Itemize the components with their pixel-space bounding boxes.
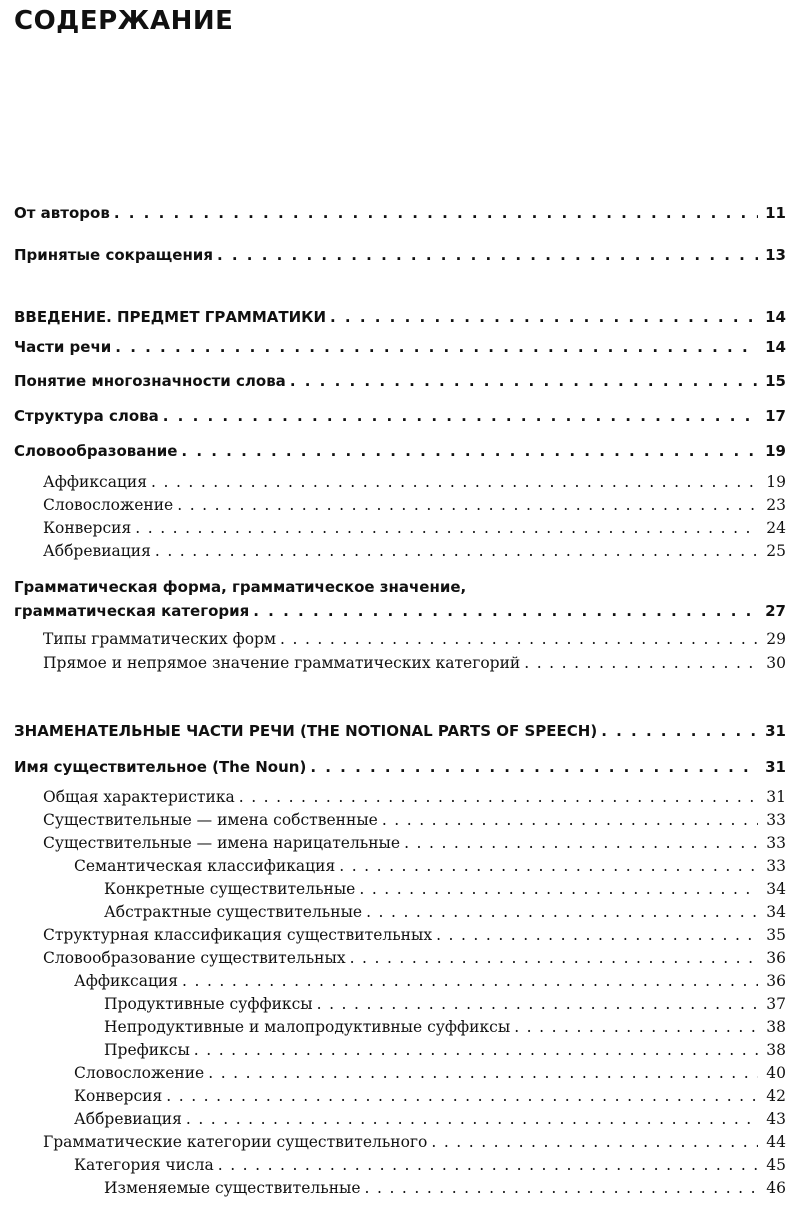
toc-entry-label: ВВЕДЕНИЕ. ПРЕДМЕТ ГРАММАТИКИ [14, 308, 326, 326]
toc-subentry[interactable] [0, 1018, 792, 1040]
toc-entry-label: Продуктивные суффиксы [104, 995, 313, 1013]
toc-entry-page: 34 [766, 880, 786, 898]
toc-entry-label: Аббревиация [43, 542, 151, 560]
toc-leader-dots [310, 758, 758, 776]
toc-entry-label: Непродуктивные и малопродуктивные суффиксы [104, 1018, 511, 1036]
toc-leader-dots [186, 1110, 758, 1128]
toc-subentry[interactable] [0, 1156, 792, 1178]
toc-subentry[interactable] [0, 630, 792, 652]
toc-leader-dots [514, 1018, 758, 1036]
toc-subentry[interactable] [0, 473, 792, 495]
toc-entry-label: Существительные — имена собственные [43, 811, 378, 829]
toc-leader-dots [181, 442, 758, 460]
toc-entry-page: 33 [766, 811, 786, 829]
toc-leader-dots [151, 473, 758, 491]
toc-leader-dots [404, 834, 758, 852]
toc-entry-page: 19 [766, 473, 786, 491]
toc-entry-label-line1[interactable]: Грамматическая форма, грамматическое значение, [14, 578, 467, 596]
toc-entry-label: Общая характеристика [43, 788, 235, 806]
toc-leader-dots [436, 926, 758, 944]
toc-leader-dots [194, 1041, 758, 1059]
toc-leader-dots [182, 972, 758, 990]
toc-entry-page: 25 [766, 542, 786, 560]
toc-entry-label: Типы грамматических форм [43, 630, 277, 648]
toc-entry-label: Части речи [14, 338, 112, 356]
toc-leader-dots [280, 630, 758, 648]
toc-leader-dots [217, 246, 758, 264]
toc-entry-label: Конкретные существительные [104, 880, 356, 898]
toc-entry-label: грамматическая категория [14, 602, 250, 620]
toc-subentry[interactable] [0, 519, 792, 541]
toc-subentry[interactable] [0, 880, 792, 902]
toc-subentry[interactable] [0, 542, 792, 564]
toc-subentry[interactable] [0, 788, 792, 810]
toc-subentry[interactable] [0, 995, 792, 1017]
toc-entry-page: 29 [766, 630, 786, 648]
toc-leader-dots [208, 1064, 758, 1082]
toc-entry-label: Существительные — имена нарицательные [43, 834, 401, 852]
toc-entry-label: От авторов [14, 204, 110, 222]
toc-entry-label: Категория числа [74, 1156, 214, 1174]
toc-leader-dots [290, 372, 758, 390]
toc-leader-dots [330, 308, 758, 326]
toc-subentry[interactable] [0, 926, 792, 948]
toc-entry-page: 17 [765, 407, 786, 425]
toc-entry-page: 31 [765, 722, 786, 740]
toc-entry-page: 34 [766, 903, 786, 921]
toc-entry[interactable] [0, 338, 792, 360]
toc-leader-dots [155, 542, 758, 560]
toc-entry[interactable] [0, 758, 792, 780]
toc-leader-dots [177, 496, 758, 514]
toc-entry-page: 31 [765, 758, 786, 776]
toc-entry[interactable] [0, 407, 792, 429]
toc-entry-page: 30 [766, 654, 786, 672]
toc-entry-page: 19 [765, 442, 786, 460]
toc-entry-page: 45 [766, 1156, 786, 1174]
toc-entry[interactable] [0, 372, 792, 394]
toc-subentry[interactable] [0, 972, 792, 994]
toc-leader-dots [163, 407, 758, 425]
toc-entry-page: 46 [766, 1179, 786, 1197]
toc-subentry[interactable] [0, 949, 792, 971]
toc-entry-page: 38 [766, 1041, 786, 1059]
toc-leader-dots [115, 338, 758, 356]
toc-subentry[interactable] [0, 1041, 792, 1063]
toc-leader-dots [359, 880, 758, 898]
toc-entry-page: 11 [765, 204, 786, 222]
toc-entry-page: 43 [766, 1110, 786, 1128]
toc-entry-label: Изменяемые существительные [104, 1179, 361, 1197]
toc-entry-page: 37 [766, 995, 786, 1013]
toc-section-heading[interactable] [0, 308, 792, 330]
toc-entry-page: 40 [766, 1064, 786, 1082]
toc-entry-label: Словосложение [74, 1064, 205, 1082]
toc-entry-page: 27 [765, 602, 786, 620]
toc-leader-dots [253, 602, 758, 620]
toc-entry[interactable] [0, 602, 792, 624]
toc-entry-label: ЗНАМЕНАТЕЛЬНЫЕ ЧАСТИ РЕЧИ (THE NOTIONAL PARTS OF SPEECH) [14, 722, 598, 740]
toc-subentry[interactable] [0, 903, 792, 925]
toc-entry-label: Словообразование [14, 442, 178, 460]
toc-entry-page: 36 [766, 972, 786, 990]
toc-entry-page: 36 [766, 949, 786, 967]
toc-entry-label: Структурная классификация существительных [43, 926, 433, 944]
toc-entry-label: Структура слова [14, 407, 159, 425]
toc-entry-page: 33 [766, 834, 786, 852]
toc-entry-label: Понятие многозначности слова [14, 372, 286, 390]
toc-entry-label: Конверсия [74, 1087, 163, 1105]
toc-leader-dots [601, 722, 758, 740]
toc-entry-page: 14 [765, 308, 786, 326]
toc-section-heading[interactable] [0, 722, 792, 744]
toc-leader-dots [218, 1156, 758, 1174]
toc-leader-dots [382, 811, 758, 829]
toc-leader-dots [365, 1179, 758, 1197]
toc-entry[interactable] [0, 246, 792, 268]
toc-subentry[interactable] [0, 1179, 792, 1201]
toc-entry-page: 14 [765, 338, 786, 356]
toc-leader-dots [431, 1133, 758, 1151]
toc-entry-page: 38 [766, 1018, 786, 1036]
toc-entry-label: Словосложение [43, 496, 174, 514]
toc-entry-page: 31 [766, 788, 786, 806]
toc-entry-page: 42 [766, 1087, 786, 1105]
toc-subentry[interactable] [0, 1133, 792, 1155]
toc-subentry[interactable] [0, 834, 792, 856]
toc-subentry[interactable] [0, 1087, 792, 1109]
toc-entry-label: Аффиксация [43, 473, 148, 491]
toc-entry-page: 44 [766, 1133, 786, 1151]
toc-entry-label: Имя существительное (The Noun) [14, 758, 307, 776]
toc-entry-label: Конверсия [43, 519, 132, 537]
toc-leader-dots [114, 204, 758, 222]
toc-entry-page: 15 [765, 372, 786, 390]
toc-leader-dots [339, 857, 758, 875]
toc-leader-dots [239, 788, 758, 806]
toc-subentry[interactable] [0, 811, 792, 833]
toc-entry-label: Принятые сокращения [14, 246, 213, 264]
toc-entry-page: 33 [766, 857, 786, 875]
toc-leader-dots [350, 949, 758, 967]
toc-entry-label: Абстрактные существительные [104, 903, 363, 921]
toc-subentry[interactable] [0, 1064, 792, 1086]
toc-subentry[interactable] [0, 857, 792, 879]
toc-leader-dots [135, 519, 758, 537]
toc-entry-page: 23 [766, 496, 786, 514]
toc-leader-dots [524, 654, 758, 672]
toc-entry-page: 13 [765, 246, 786, 264]
toc-subentry[interactable] [0, 1110, 792, 1132]
toc-entry-label: Грамматические категории существительного [43, 1133, 428, 1151]
toc-entry-label: Семантическая классификация [74, 857, 336, 875]
page-title: СОДЕРЖАНИЕ [14, 6, 234, 36]
toc-entry[interactable] [0, 442, 792, 464]
toc-subentry[interactable] [0, 654, 792, 676]
toc-leader-dots [317, 995, 758, 1013]
toc-entry-label: Аббревиация [74, 1110, 182, 1128]
toc-entry-page: 24 [766, 519, 786, 537]
toc-entry-label: Префиксы [104, 1041, 190, 1059]
toc-entry-page: 35 [766, 926, 786, 944]
toc-entry-label: Аффиксация [74, 972, 179, 990]
toc-entry-label: Словообразование существительных [43, 949, 346, 967]
toc-entry-label: Прямое и непрямое значение грамматических категорий [43, 654, 521, 672]
toc-subentry[interactable] [0, 496, 792, 518]
toc-leader-dots [366, 903, 758, 921]
toc-entry[interactable] [0, 204, 792, 226]
toc-leader-dots [166, 1087, 758, 1105]
